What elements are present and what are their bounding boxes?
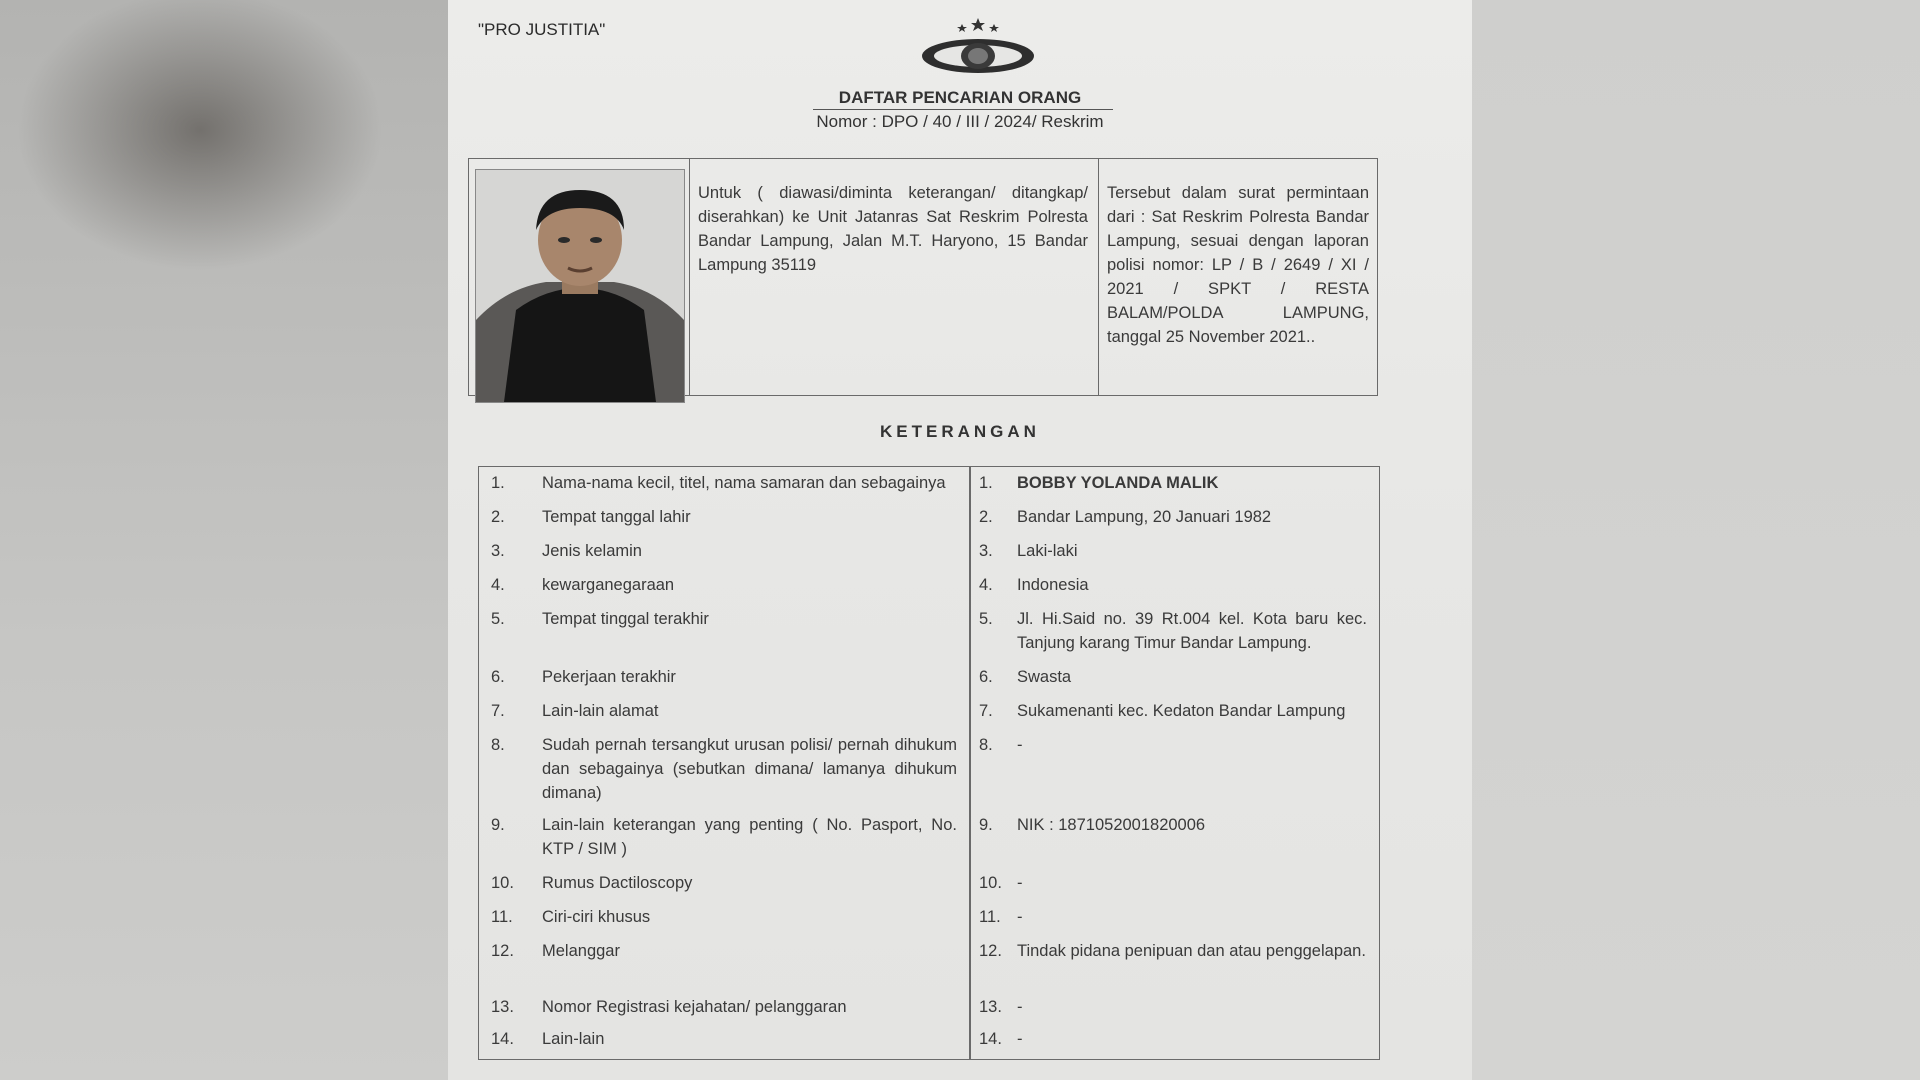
row-number: 10. (491, 874, 514, 892)
value-number: 3. (979, 542, 993, 560)
value-number: 8. (979, 736, 993, 754)
reference-text: Tersebut dalam surat permintaan dari : Sat Reskrim Polresta Bandar Lampung, sesuai dengan laporan polisi nomor: LP / B / 2649 / XI / 2021 / SPKT / RESTA BALAM/POLDA LAMPUNG, tanggal 25 November 2021.. (1107, 184, 1369, 346)
value-number: 9. (979, 816, 993, 834)
row-value: - (1017, 874, 1023, 892)
row-number: 14. (491, 1030, 514, 1048)
police-crest-icon (918, 16, 1038, 76)
background-right (1472, 0, 1920, 1080)
row-number: 2. (491, 508, 505, 526)
value-number: 2. (979, 508, 993, 526)
instruction-cell (690, 159, 1099, 395)
row-number: 3. (491, 542, 505, 560)
row-value: Jl. Hi.Said no. 39 Rt.004 kel. Kota baru kec. Tanjung karang Timur Bandar Lampung. (1017, 610, 1367, 652)
row-label: Lain-lain (542, 1030, 605, 1048)
reference-cell (1099, 159, 1377, 395)
row-number: 4. (491, 576, 505, 594)
row-label: Nama-nama kecil, titel, nama samaran dan sebagainya (542, 474, 946, 492)
instruction-text: Untuk ( diawasi/diminta keterangan/ ditangkap/ diserahkan) ke Unit Jatanras Sat Reskrim Polresta Bandar Lampung, Jalan M.T. Haryono, 15 Bandar Lampung 35119 (698, 184, 1088, 274)
row-value: Sukamenanti kec. Kedaton Bandar Lampung (1017, 702, 1346, 720)
value-number: 12. (979, 942, 1002, 960)
pro-justitia-label: "PRO JUSTITIA" (478, 20, 606, 39)
row-label: Lain-lain keterangan yang penting ( No. Pasport, No. KTP / SIM ) (542, 816, 957, 858)
row-number: 6. (491, 668, 505, 686)
value-number: 13. (979, 998, 1002, 1016)
row-value: - (1017, 908, 1023, 926)
photo-cell (469, 159, 690, 395)
row-value: Laki-laki (1017, 542, 1078, 560)
row-label: Nomor Registrasi kejahatan/ pelanggaran (542, 998, 847, 1016)
row-number: 13. (491, 998, 514, 1016)
value-number: 11. (979, 908, 1001, 926)
row-number: 9. (491, 816, 505, 834)
suspect-photo (475, 169, 685, 403)
document-sheet (448, 0, 1472, 1080)
row-number: 12. (491, 942, 514, 960)
row-value: Tindak pidana penipuan dan atau penggelapan. (1017, 942, 1366, 960)
background-left (0, 0, 448, 1080)
row-label: kewarganegaraan (542, 576, 675, 594)
row-label: Jenis kelamin (542, 542, 642, 560)
keterangan-table (478, 466, 1380, 1060)
row-value: - (1017, 736, 1023, 754)
row-value: Indonesia (1017, 576, 1089, 594)
row-label: Lain-lain alamat (542, 702, 659, 720)
value-number: 7. (979, 702, 993, 720)
value-number: 10. (979, 874, 1002, 892)
row-label: Ciri-ciri khusus (542, 908, 651, 926)
value-number: 1. (979, 474, 993, 492)
row-value: BOBBY YOLANDA MALIK (1017, 474, 1219, 492)
row-label: Melanggar (542, 942, 620, 960)
row-number: 1. (491, 474, 505, 492)
row-value: - (1017, 998, 1023, 1016)
row-number: 8. (491, 736, 505, 754)
row-label: Rumus Dactiloscopy (542, 874, 693, 892)
row-number: 11. (491, 908, 513, 926)
row-number: 5. (491, 610, 505, 628)
row-value: Swasta (1017, 668, 1072, 686)
row-value: Bandar Lampung, 20 Januari 1982 (1017, 508, 1272, 526)
title-underline (813, 109, 1113, 110)
row-label: Tempat tinggal terakhir (542, 610, 709, 628)
value-number: 4. (979, 576, 993, 594)
row-number: 7. (491, 702, 505, 720)
row-value: NIK : 1871052001820006 (1017, 816, 1206, 834)
row-label: Tempat tanggal lahir (542, 508, 691, 526)
table-divider (969, 467, 971, 1059)
value-number: 6. (979, 668, 993, 686)
document-title: DAFTAR PENCARIAN ORANG (838, 88, 1082, 107)
value-number: 5. (979, 610, 993, 628)
summary-box (468, 158, 1378, 396)
row-label: Pekerjaan terakhir (542, 668, 676, 686)
value-number: 14. (979, 1030, 1002, 1048)
document-number: Nomor : DPO / 40 / III / 2024/ Reskrim (816, 112, 1104, 131)
row-value: - (1017, 1030, 1023, 1048)
keterangan-heading: KETERANGAN (880, 422, 1040, 441)
row-label: Sudah pernah tersangkut urusan polisi/ pernah dihukum dan sebagainya (sebutkan dimana/ lamanya dihukum dimana) (542, 736, 957, 802)
